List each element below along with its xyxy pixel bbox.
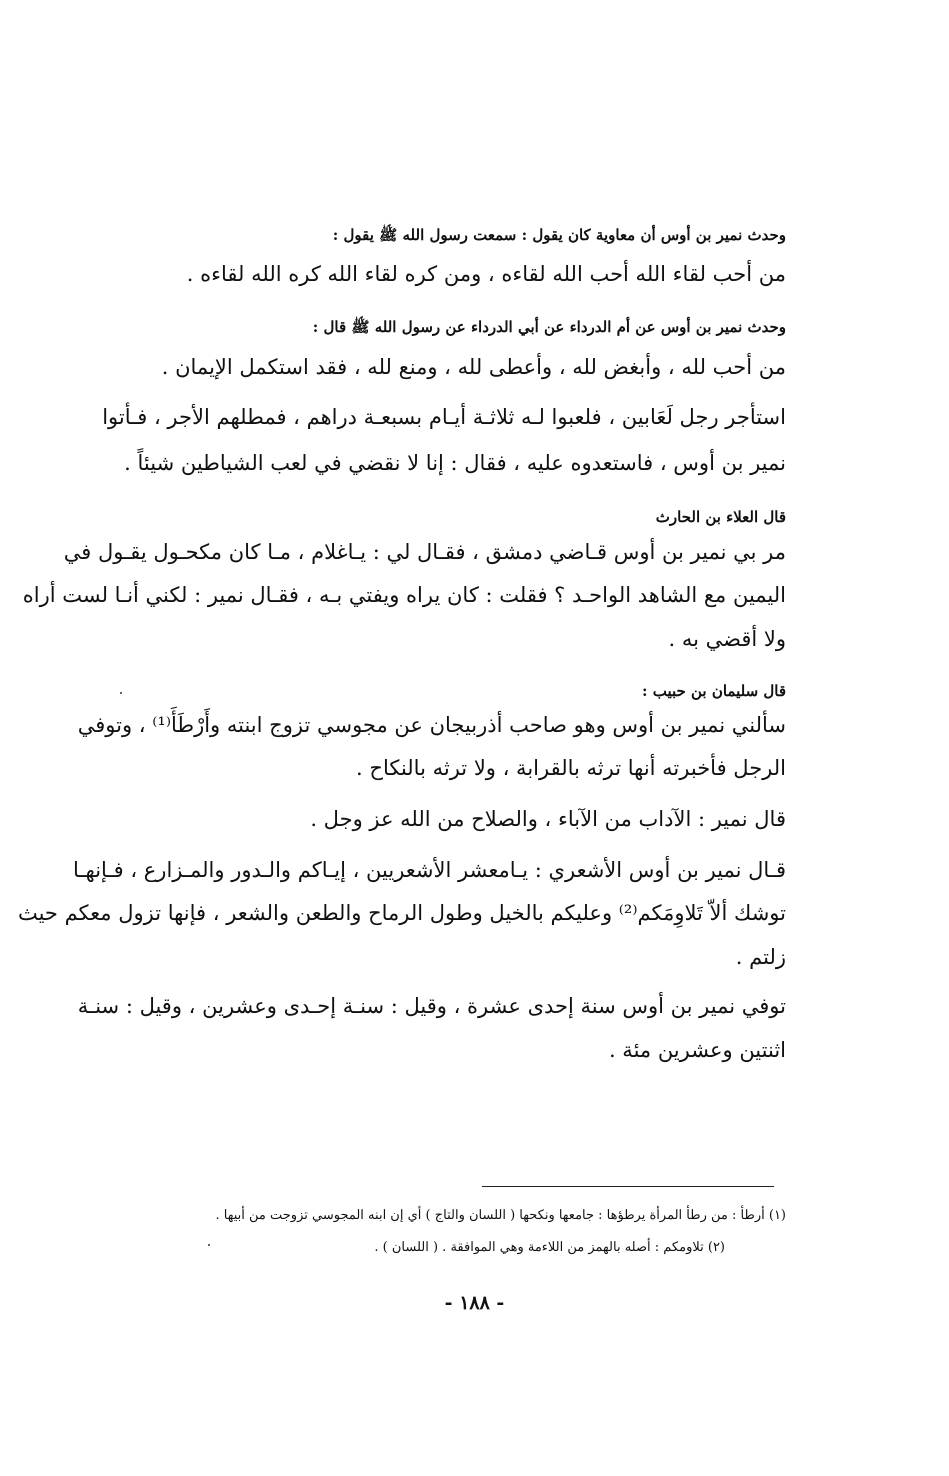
paragraph-death-line-1: توفي نمير بن أوس سنة إحدى عشرة ، وقيل : سنـة إحـدى وعشرين ، وقيل : سنـة — [77, 994, 786, 1018]
paragraph-players-line-2: نمير بن أوس ، فاستعدوه عليه ، فقال : إنا لا نقضي في لعب الشياطين شيئاً . — [124, 451, 786, 475]
paragraph-makhul-line-3: ولا أقضي به . — [668, 627, 786, 651]
paragraph-azerbaijan-line-2: الرجل فأخبرته أنها ترثه بالقرابة ، ولا ترثه بالنكاح . — [356, 756, 786, 780]
paragraph-azerbaijan-line-1: سألني نمير بن أوس وهو صاحب أذربيجان عن مجوسي تزوج ابنته وأَرْطَأَ⁽¹⁾ ، وتوفي — [77, 713, 786, 737]
hadith-text-1: من أحب لقاء الله أحب الله لقاءه ، ومن كره لقاء الله كره الله لقاءه . — [186, 262, 786, 286]
narration-header-1: وحدث نمير بن أوس أن معاوية كان يقول : سمعت رسول الله ﷺ يقول : — [332, 226, 786, 244]
footnote-separator — [482, 1186, 774, 1187]
narration-header-4: قال سليمان بن حبيب : — [641, 682, 786, 700]
paragraph-players-line-1: استأجر رجل لَعَابين ، فلعبوا لـه ثلاثـة أيـام بسبعـة دراهم ، فمطلهم الأجر ، فـأتوا — [102, 405, 786, 429]
paragraph-ashari-line-1: قـال نمير بن أوس الأشعري : يـامعشر الأشعريين ، إيـاكم والـدور والمـزارع ، فـإنهـا — [72, 858, 786, 882]
paragraph-manners: قال نمير : الآداب من الآباء ، والصلاح من الله عز وجل . — [310, 807, 786, 831]
paragraph-death-line-2: اثنتين وعشرين مئة . — [608, 1038, 786, 1062]
paragraph-ashari-line-3: زلتم . — [735, 945, 786, 969]
paragraph-ashari-line-2: توشك ألاّ تَلاوِمَكم⁽²⁾ وعليكم بالخيل وطول الرماح والطعن والشعر ، فإنها تزول معكم حيث — [17, 901, 786, 925]
paragraph-makhul-line-2: اليمين مع الشاهد الواحـد ؟ فقلت : كان يراه ويفتي بـه ، فقـال نمير : لكني أنـا لست أراه — [22, 583, 786, 607]
footnote-2: (٢) تلاومكم : أصله بالهمز من اللاءمة وهي الموافقة . ( اللسان ) . — [374, 1240, 725, 1255]
print-speck — [120, 692, 122, 694]
narration-header-3: قال العلاء بن الحارث — [655, 508, 786, 526]
hadith-text-2: من أحب لله ، وأبغض لله ، وأعطى لله ، ومنع لله ، فقد استكمل الإيمان . — [161, 355, 786, 379]
page-number: - ١٨٨ - — [444, 1292, 505, 1314]
footnote-1: (١) أرطأ : من رطأ المرأة يرطؤها : جامعها ونكحها ( اللسان والتاج ) أي إن ابنه المجوسي تزوجت من أبيها . — [215, 1208, 786, 1223]
narration-header-2: وحدث نمير بن أوس عن أم الدرداء عن أبي الدرداء عن رسول الله ﷺ قال : — [312, 318, 786, 336]
print-speck — [208, 1244, 210, 1246]
paragraph-makhul-line-1: مر بي نمير بن أوس قـاضي دمشق ، فقـال لي : يـاغلام ، مـا كان مكحـول يقـول في — [63, 540, 786, 564]
